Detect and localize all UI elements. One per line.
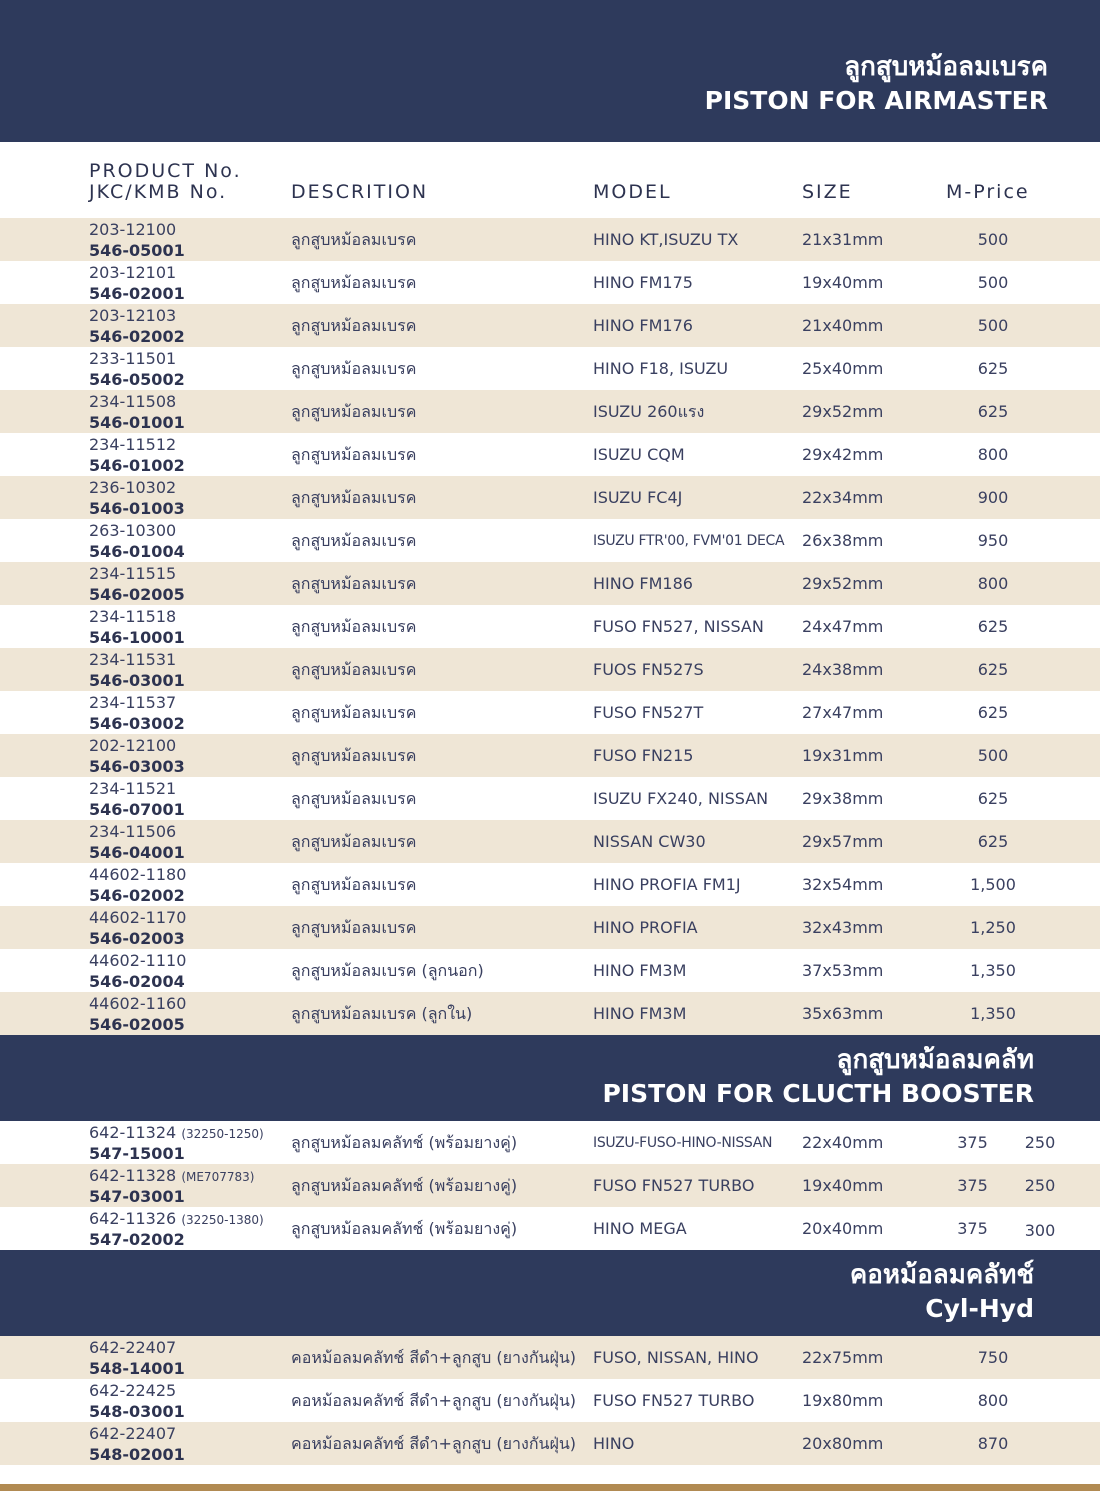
size: 27x47mm — [802, 703, 884, 722]
product-no-value: 234-11506 — [89, 822, 177, 841]
kmb-no: 546-01003 — [89, 499, 185, 518]
table-row — [0, 261, 1100, 304]
description: ลูกสูบหม้อลมเบรค — [291, 359, 417, 378]
product-no-value: 234-11531 — [89, 650, 177, 669]
table-row — [0, 1336, 1100, 1379]
model: HINO KT,ISUZU TX — [593, 230, 739, 249]
clutch-banner — [0, 1035, 1100, 1121]
description: ลูกสูบหม้อลมเบรค — [291, 445, 417, 464]
kmb-no: 546-07001 — [89, 800, 185, 819]
size: 20x80mm — [802, 1434, 884, 1453]
size: 29x52mm — [802, 574, 884, 593]
price-1: 375 — [957, 1219, 988, 1238]
header-size: SIZE — [802, 181, 853, 203]
price: 800 — [977, 1391, 1009, 1410]
price: 500 — [977, 273, 1009, 292]
size: 24x38mm — [802, 660, 884, 679]
airmaster-table — [0, 218, 1100, 1035]
description: ลูกสูบหม้อลมเบรค — [291, 703, 417, 722]
size: 19x40mm — [802, 273, 884, 292]
price: 625 — [977, 660, 1009, 679]
product-no — [89, 478, 176, 498]
size: 37x53mm — [802, 961, 884, 980]
header-kmb-no: JKC/KMB No. — [89, 181, 228, 203]
product-no — [89, 1209, 264, 1230]
table-row — [0, 777, 1100, 820]
price-2: 250 — [1024, 1176, 1056, 1195]
product-no-value: 234-11518 — [89, 607, 177, 626]
model: ISUZU FC4J — [593, 488, 683, 507]
product-no-value: 263-10300 — [89, 521, 177, 540]
price: 1,500 — [970, 875, 1016, 894]
description: ลูกสูบหม้อลมเบรค — [291, 617, 417, 636]
size: 26x38mm — [802, 531, 884, 550]
header-product-no: PRODUCT No. — [89, 160, 242, 182]
table-row — [0, 691, 1100, 734]
header-description: DESCRITION — [291, 181, 429, 203]
price: 625 — [977, 703, 1009, 722]
alt-part-no: (32250-1250) — [181, 1127, 264, 1141]
cylhyd-title-en: Cyl-Hyd — [925, 1294, 1034, 1323]
cylhyd-banner — [0, 1250, 1100, 1336]
price: 625 — [977, 402, 1009, 421]
product-no — [89, 607, 176, 627]
table-header — [0, 142, 1100, 218]
size: 20x40mm — [802, 1219, 884, 1238]
product-no — [89, 1338, 176, 1358]
header-model: MODEL — [593, 181, 672, 203]
model: ISUZU 260แรง — [593, 402, 705, 421]
model: FUOS FN527S — [593, 660, 704, 679]
size: 22x40mm — [802, 1133, 884, 1152]
model: HINO FM176 — [593, 316, 693, 335]
product-no-value: 234-11537 — [89, 693, 177, 712]
table-row — [0, 476, 1100, 519]
product-no-value: 642-22425 — [89, 1381, 177, 1400]
price-2: 250 — [1024, 1133, 1056, 1152]
model: HINO FM175 — [593, 273, 693, 292]
kmb-no: 547-02002 — [89, 1230, 185, 1249]
description: ลูกสูบหม้อลมเบรค — [291, 230, 417, 249]
product-no-value: 202-12100 — [89, 736, 177, 755]
kmb-no: 546-05002 — [89, 370, 185, 389]
product-no — [89, 865, 186, 885]
product-no-value: 203-12100 — [89, 220, 177, 239]
price: 900 — [977, 488, 1009, 507]
product-no-value: 234-11521 — [89, 779, 177, 798]
description: ลูกสูบหม้อลมเบรค — [291, 402, 417, 421]
product-no-value: 44602-1110 — [89, 951, 187, 970]
kmb-no: 546-02002 — [89, 327, 185, 346]
size: 32x54mm — [802, 875, 884, 894]
model: HINO F18, ISUZU — [593, 359, 729, 378]
table-row — [0, 648, 1100, 691]
kmb-no: 548-14001 — [89, 1359, 185, 1378]
product-no-value: 44602-1160 — [89, 994, 187, 1013]
description: ลูกสูบหม้อลมเบรค — [291, 273, 417, 292]
table-row — [0, 1164, 1100, 1207]
size: 29x38mm — [802, 789, 884, 808]
product-no — [89, 263, 176, 283]
kmb-no: 546-04001 — [89, 843, 185, 862]
kmb-no: 546-01004 — [89, 542, 185, 561]
table-row — [0, 1422, 1100, 1465]
model: FUSO FN527, NISSAN — [593, 617, 764, 636]
product-no-value: 642-11324 — [89, 1123, 177, 1142]
kmb-no: 547-03001 — [89, 1187, 185, 1206]
size: 21x31mm — [802, 230, 884, 249]
description: ลูกสูบหม้อลมเบรค — [291, 574, 417, 593]
description: ลูกสูบหม้อลมคลัทช์ (พร้อมยางคู่) — [291, 1219, 518, 1238]
size: 25x40mm — [802, 359, 884, 378]
product-no — [89, 435, 176, 455]
price: 800 — [977, 445, 1009, 464]
table-row — [0, 562, 1100, 605]
table-row — [0, 433, 1100, 476]
product-no — [89, 564, 176, 584]
table-row — [0, 820, 1100, 863]
price: 625 — [977, 617, 1009, 636]
model: FUSO FN527T — [593, 703, 704, 722]
price: 500 — [977, 230, 1009, 249]
size: 29x57mm — [802, 832, 884, 851]
description: ลูกสูบหม้อลมเบรค — [291, 531, 417, 550]
product-no — [89, 1381, 176, 1401]
description: คอหม้อลมคลัทช์ สีดำ+ลูกสูบ (ยางกันฝุ่น) — [291, 1391, 577, 1410]
kmb-no: 546-02002 — [89, 886, 185, 905]
header-price: M-Price — [946, 181, 1030, 203]
bottom-accent-bar — [0, 1484, 1100, 1491]
product-no — [89, 521, 176, 541]
table-row — [0, 906, 1100, 949]
model: HINO PROFIA — [593, 918, 698, 937]
model: ISUZU FX240, NISSAN — [593, 789, 769, 808]
kmb-no: 546-03002 — [89, 714, 185, 733]
product-no — [89, 650, 176, 670]
kmb-no: 546-03003 — [89, 757, 185, 776]
kmb-no: 548-02001 — [89, 1445, 185, 1464]
price: 870 — [977, 1434, 1009, 1453]
model: HINO FM3M — [593, 1004, 687, 1023]
model: FUSO FN527 TURBO — [593, 1391, 755, 1410]
size: 19x40mm — [802, 1176, 884, 1195]
kmb-no: 546-02001 — [89, 284, 185, 303]
price: 625 — [977, 789, 1009, 808]
price: 950 — [977, 531, 1009, 550]
kmb-no: 546-02005 — [89, 1015, 185, 1034]
table-row — [0, 1379, 1100, 1422]
price-1: 375 — [957, 1133, 988, 1152]
product-no-value: 642-11328 — [89, 1166, 177, 1185]
product-no-value: 642-22407 — [89, 1338, 177, 1357]
description: ลูกสูบหม้อลมเบรค — [291, 832, 417, 851]
description: คอหม้อลมคลัทช์ สีดำ+ลูกสูบ (ยางกันฝุ่น) — [291, 1348, 577, 1367]
kmb-no: 546-10001 — [89, 628, 185, 647]
product-no-value: 234-11515 — [89, 564, 177, 583]
description: ลูกสูบหม้อลมเบรค — [291, 918, 417, 937]
table-row — [0, 1121, 1100, 1164]
product-no — [89, 779, 176, 799]
price-2: 300 — [1024, 1221, 1056, 1240]
description: ลูกสูบหม้อลมเบรค (ลูกใน) — [291, 1004, 473, 1023]
kmb-no: 546-01002 — [89, 456, 185, 475]
product-no-value: 234-11508 — [89, 392, 177, 411]
size: 32x43mm — [802, 918, 884, 937]
table-row — [0, 519, 1100, 562]
model: HINO MEGA — [593, 1219, 687, 1238]
product-no-value: 44602-1180 — [89, 865, 187, 884]
airmaster-title-th: ลูกสูบหม้อลมเบรค — [844, 52, 1048, 82]
model: HINO FM3M — [593, 961, 687, 980]
table-row — [0, 347, 1100, 390]
model: HINO — [593, 1434, 635, 1453]
table-row — [0, 218, 1100, 261]
size: 19x80mm — [802, 1391, 884, 1410]
product-no-value: 642-11326 — [89, 1209, 177, 1228]
product-no — [89, 306, 176, 326]
product-no — [89, 693, 176, 713]
size: 29x42mm — [802, 445, 884, 464]
size: 35x63mm — [802, 1004, 884, 1023]
size: 24x47mm — [802, 617, 884, 636]
table-row — [0, 390, 1100, 433]
kmb-no: 546-03001 — [89, 671, 185, 690]
kmb-no: 548-03001 — [89, 1402, 185, 1421]
model: FUSO FN527 TURBO — [593, 1176, 755, 1195]
price: 1,250 — [970, 918, 1016, 937]
size: 22x75mm — [802, 1348, 884, 1367]
model: NISSAN CW30 — [593, 832, 706, 851]
product-no-value: 642-22407 — [89, 1424, 177, 1443]
price: 800 — [977, 574, 1009, 593]
description: ลูกสูบหม้อลมเบรค — [291, 789, 417, 808]
kmb-no: 547-15001 — [89, 1144, 185, 1163]
table-row — [0, 1207, 1100, 1250]
description: คอหม้อลมคลัทช์ สีดำ+ลูกสูบ (ยางกันฝุ่น) — [291, 1434, 577, 1453]
description: ลูกสูบหม้อลมเบรค — [291, 746, 417, 765]
product-no — [89, 220, 176, 240]
product-no — [89, 822, 176, 842]
table-row — [0, 734, 1100, 777]
table-row — [0, 863, 1100, 906]
product-no — [89, 951, 186, 971]
model: FUSO FN215 — [593, 746, 694, 765]
product-no-value: 203-12101 — [89, 263, 177, 282]
product-no — [89, 392, 176, 412]
size: 29x52mm — [802, 402, 884, 421]
model: ISUZU CQM — [593, 445, 685, 464]
cylhyd-title-th: คอหม้อลมคลัทช์ — [849, 1260, 1034, 1290]
airmaster-banner — [0, 0, 1100, 142]
product-no — [89, 1123, 264, 1144]
clutch-title-en: PISTON FOR CLUCTH BOOSTER — [602, 1079, 1034, 1108]
alt-part-no: (32250-1380) — [181, 1213, 264, 1227]
product-no-value: 233-11501 — [89, 349, 177, 368]
price: 1,350 — [970, 1004, 1016, 1023]
product-no — [89, 1424, 176, 1444]
kmb-no: 546-02005 — [89, 585, 185, 604]
price: 500 — [977, 746, 1009, 765]
price: 625 — [977, 359, 1009, 378]
size: 21x40mm — [802, 316, 884, 335]
product-no-value: 203-12103 — [89, 306, 177, 325]
description: ลูกสูบหม้อลมเบรค (ลูกนอก) — [291, 961, 484, 980]
model: ISUZU-FUSO-HINO-NISSAN — [593, 1135, 773, 1151]
table-row — [0, 304, 1100, 347]
kmb-no: 546-02003 — [89, 929, 185, 948]
product-no — [89, 349, 176, 369]
product-no — [89, 908, 186, 928]
price: 625 — [977, 832, 1009, 851]
clutch-table — [0, 1121, 1100, 1250]
table-row — [0, 992, 1100, 1035]
kmb-no: 546-02004 — [89, 972, 185, 991]
product-no — [89, 1166, 254, 1187]
model: FUSO, NISSAN, HINO — [593, 1348, 759, 1367]
product-no-value: 234-11512 — [89, 435, 177, 454]
size: 19x31mm — [802, 746, 884, 765]
kmb-no: 546-05001 — [89, 241, 185, 260]
product-no — [89, 994, 186, 1014]
description: ลูกสูบหม้อลมเบรค — [291, 875, 417, 894]
table-row — [0, 949, 1100, 992]
product-no — [89, 736, 176, 756]
model: HINO PROFIA FM1J — [593, 875, 741, 894]
alt-part-no: (ME707783) — [181, 1170, 255, 1184]
product-no-value: 236-10302 — [89, 478, 177, 497]
description: ลูกสูบหม้อลมเบรค — [291, 660, 417, 679]
table-row — [0, 605, 1100, 648]
airmaster-title-en: PISTON FOR AIRMASTER — [704, 86, 1048, 115]
description: ลูกสูบหม้อลมเบรค — [291, 316, 417, 335]
clutch-title-th: ลูกสูบหม้อลมคลัท — [836, 1045, 1034, 1075]
kmb-no: 546-01001 — [89, 413, 185, 432]
model: ISUZU FTR'00, FVM'01 DECA — [593, 533, 785, 549]
cylhyd-table — [0, 1336, 1100, 1465]
model: HINO FM186 — [593, 574, 693, 593]
product-no-value: 44602-1170 — [89, 908, 187, 927]
description: ลูกสูบหม้อลมคลัทช์ (พร้อมยางคู่) — [291, 1176, 518, 1195]
size: 22x34mm — [802, 488, 884, 507]
description: ลูกสูบหม้อลมคลัทช์ (พร้อมยางคู่) — [291, 1133, 518, 1152]
price: 1,350 — [970, 961, 1016, 980]
description: ลูกสูบหม้อลมเบรค — [291, 488, 417, 507]
price: 750 — [977, 1348, 1009, 1367]
price-1: 375 — [957, 1176, 988, 1195]
price: 500 — [977, 316, 1009, 335]
